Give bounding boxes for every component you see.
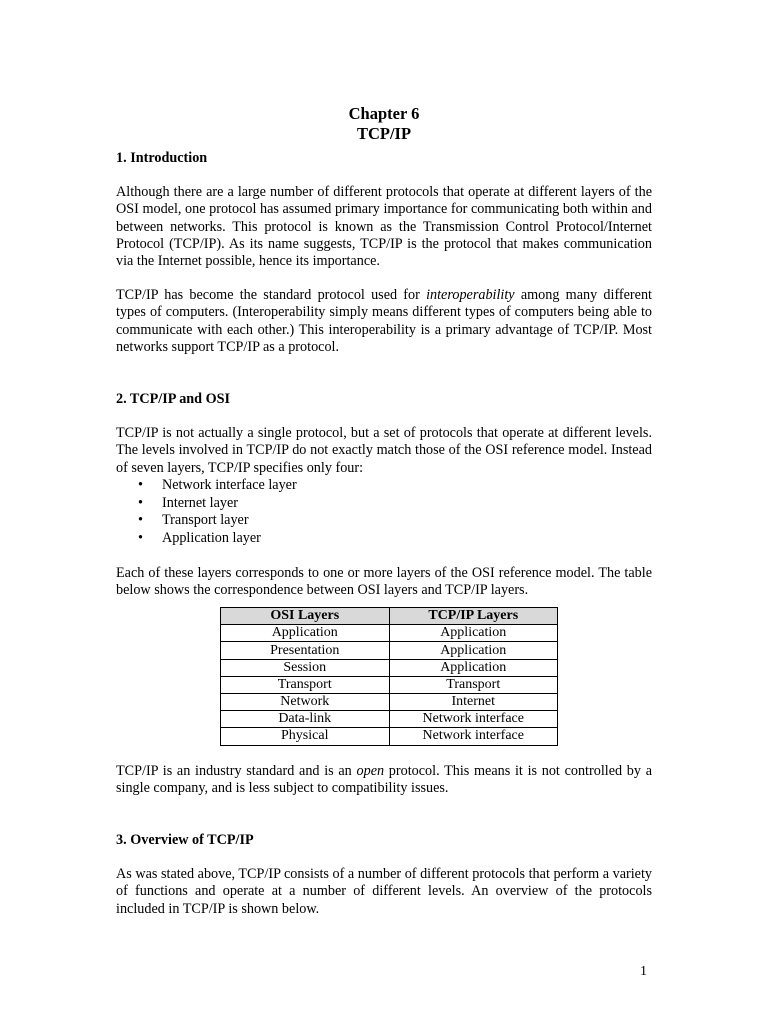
table-cell: Application [389, 642, 558, 659]
table-cell: Application [389, 625, 558, 642]
table-cell: Presentation [221, 642, 390, 659]
list-item [116, 495, 652, 513]
osi-paragraph-1: TCP/IP is not actually a single protocol, but a set of protocols that operate at different levels. The levels involved in TCP/IP do not exactly match those of the OSI reference model. Instead of seven layers, TCP/IP specifies only four: [116, 425, 652, 476]
osi-p3-emphasis: open [356, 762, 385, 779]
list-item-label: Application layer [162, 529, 261, 546]
table-row [221, 625, 558, 642]
table-cell: Internet [389, 694, 558, 711]
osi-paragraph-3 [116, 763, 652, 797]
bullet-icon: • [138, 494, 143, 511]
list-item-label: Internet layer [162, 494, 239, 511]
table-cell: Network interface [389, 728, 558, 745]
table-row [221, 711, 558, 728]
table-cell: Application [221, 625, 390, 642]
osi-paragraph-2: Each of these layers corresponds to one or more layers of the OSI reference model. The table below shows the correspondence between OSI layers and TCP/IP layers. [116, 564, 652, 598]
table-cell: Physical [221, 728, 390, 745]
chapter-title: TCP/IP [356, 124, 412, 143]
layer-correspondence-table [220, 607, 558, 746]
section-heading-overview: 3. Overview of TCP/IP [116, 831, 254, 848]
intro-paragraph-1: Although there are a large number of different protocols that operate at different layers of the OSI model, one protocol has assumed primary importance for communicating both within and between networks. This protocol is known as the Transmission Control Protocol/Internet Protocol (TCP/IP). As its name suggests, TCP/IP is the protocol that makes communication via the Internet possible, hence its importance. [116, 184, 652, 270]
table-row [221, 642, 558, 659]
table-row [221, 676, 558, 693]
chapter-number: Chapter 6 [348, 104, 420, 123]
section-heading-introduction: 1. Introduction [116, 150, 208, 166]
table-row [221, 694, 558, 711]
osi-p3-text-a: TCP/IP is an industry standard and is an [116, 762, 357, 779]
list-item [116, 512, 652, 530]
page-number: 1 [640, 964, 647, 979]
table-cell: Transport [389, 676, 558, 693]
page-content [116, 104, 652, 918]
bullet-icon: • [138, 512, 143, 529]
osi-p3-text-b: protocol. This means it is not controlled by a single company, and is less subject to compatibility issues. [116, 762, 652, 796]
table-cell: Network interface [389, 711, 558, 728]
table-header-tcpip: TCP/IP Layers [389, 608, 558, 625]
bullet-icon: • [138, 476, 143, 493]
list-item-label: Transport layer [162, 512, 249, 529]
table-row [221, 659, 558, 676]
table-cell: Transport [221, 676, 390, 693]
bullet-icon: • [138, 529, 143, 546]
section-heading-tcpip-osi: 2. TCP/IP and OSI [116, 391, 231, 408]
list-item [116, 530, 652, 548]
table-cell: Session [221, 659, 390, 676]
layer-list [116, 477, 652, 548]
table-header-row [221, 608, 558, 625]
table-cell: Application [389, 659, 558, 676]
table-header-osi: OSI Layers [221, 608, 390, 625]
table-cell: Network [221, 694, 390, 711]
table-row [221, 728, 558, 745]
intro-paragraph-2 [116, 287, 652, 356]
list-item-label: Network interface layer [162, 476, 297, 493]
list-item [116, 477, 652, 495]
overview-paragraph-1: As was stated above, TCP/IP consists of a number of different protocols that perform a variety of functions and operate at a number of different levels. An overview of the protocols included in TCP/IP is shown below. [116, 866, 652, 917]
intro-p2-text-a: TCP/IP has become the standard protocol used for [116, 287, 427, 304]
intro-p2-emphasis: interoperability [426, 287, 515, 304]
intro-p2-text-b: among many different types of computers. (Interoperability simply means different types of computers being able to communicate with each other.) This interoperability is a primary advantage of TCP/IP. Most networks support TCP/IP as a protocol. [116, 287, 652, 355]
table-cell: Data-link [221, 711, 390, 728]
